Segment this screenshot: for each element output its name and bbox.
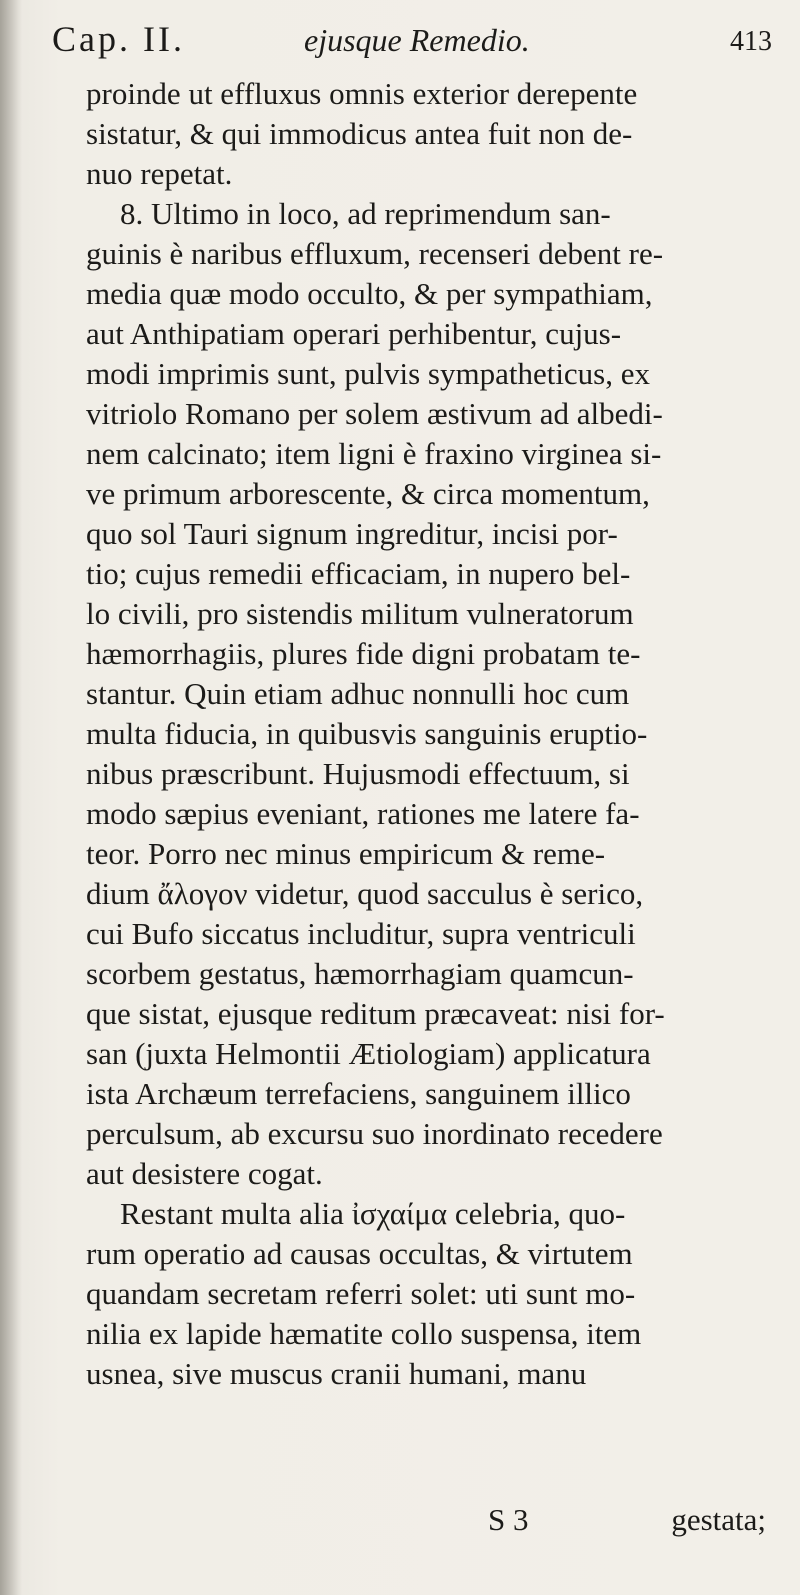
text-line: nilia ex lapide hæmatite collo suspensa, item: [86, 1316, 642, 1351]
text-line: aut Anthipatiam operari perhibentur, cujus-: [86, 316, 622, 351]
text-line: aut desistere cogat.: [86, 1156, 323, 1191]
text-line: nibus præscribunt. Hujusmodi effectuum, si: [86, 756, 630, 791]
running-title: ejusque Remedio.: [304, 22, 530, 58]
chapter-heading: Cap. II.: [52, 19, 185, 59]
text-line: 8. Ultimo in loco, ad reprimendum san-: [120, 196, 611, 231]
text-line: cui Bufo siccatus includitur, supra ventriculi: [86, 916, 636, 951]
catchword: gestata;: [671, 1502, 766, 1537]
text-line: lo civili, pro sistendis militum vulneratorum: [86, 596, 634, 631]
page-footer: [86, 1500, 780, 1540]
text-line: Restant multa alia ἰσχαίμα celebria, quo-: [120, 1196, 626, 1231]
text-line: perculsum, ab excursu suo inordinato recedere: [86, 1116, 663, 1151]
text-line: modo sæpius eveniant, rationes me latere fa-: [86, 796, 640, 831]
text-line: rum operatio ad causas occultas, & virtutem: [86, 1236, 633, 1271]
text-line: san (juxta Helmontii Ætiologiam) applicatura: [86, 1036, 651, 1071]
text-line: quo sol Tauri signum ingreditur, incisi por-: [86, 516, 618, 551]
text-line: ista Archæum terrefaciens, sanguinem illico: [86, 1076, 631, 1111]
text-line: teor. Porro nec minus empiricum & reme-: [86, 836, 606, 871]
text-line: proinde ut effluxus omnis exterior derepente: [86, 76, 638, 111]
text-line: ve primum arborescente, & circa momentum,: [86, 476, 650, 511]
text-line: que sistat, ejusque reditum præcaveat: nisi for-: [86, 996, 665, 1031]
text-line: usnea, sive muscus cranii humani, manu: [86, 1356, 587, 1391]
text-line: media quæ modo occulto, & per sympathiam,: [86, 276, 653, 311]
text-line: guinis è naribus effluxum, recenseri debent re-: [86, 236, 664, 271]
signature-mark: S 3: [488, 1502, 529, 1537]
text-line: dium ἄλογον videtur, quod sacculus è serico,: [86, 876, 644, 911]
body-text: [86, 74, 780, 1394]
text-line: vitriolo Romano per solem æstivum ad albedi-: [86, 396, 663, 431]
text-line: multa fiducia, in quibusvis sanguinis eruptio-: [86, 716, 648, 751]
text-line: stantur. Quin etiam adhuc nonnulli hoc cum: [86, 676, 630, 711]
text-line: hæmorrhagiis, plures fide digni probatam te-: [86, 636, 641, 671]
text-line: sistatur, & qui immodicus antea fuit non de-: [86, 116, 633, 151]
gutter-shadow: [0, 0, 22, 1595]
text-line: tio; cujus remedii efficaciam, in nupero bel-: [86, 556, 631, 591]
page-header: [52, 16, 792, 64]
text-line: nuo repetat.: [86, 156, 233, 191]
text-line: scorbem gestatus, hæmorrhagiam quamcun-: [86, 956, 634, 991]
text-line: modi imprimis sunt, pulvis sympatheticus, ex: [86, 356, 651, 391]
page-number: 413: [730, 26, 772, 57]
text-line: quandam secretam referri solet: uti sunt mo-: [86, 1276, 636, 1311]
text-line: nem calcinato; item ligni è fraxino virginea si-: [86, 436, 662, 471]
